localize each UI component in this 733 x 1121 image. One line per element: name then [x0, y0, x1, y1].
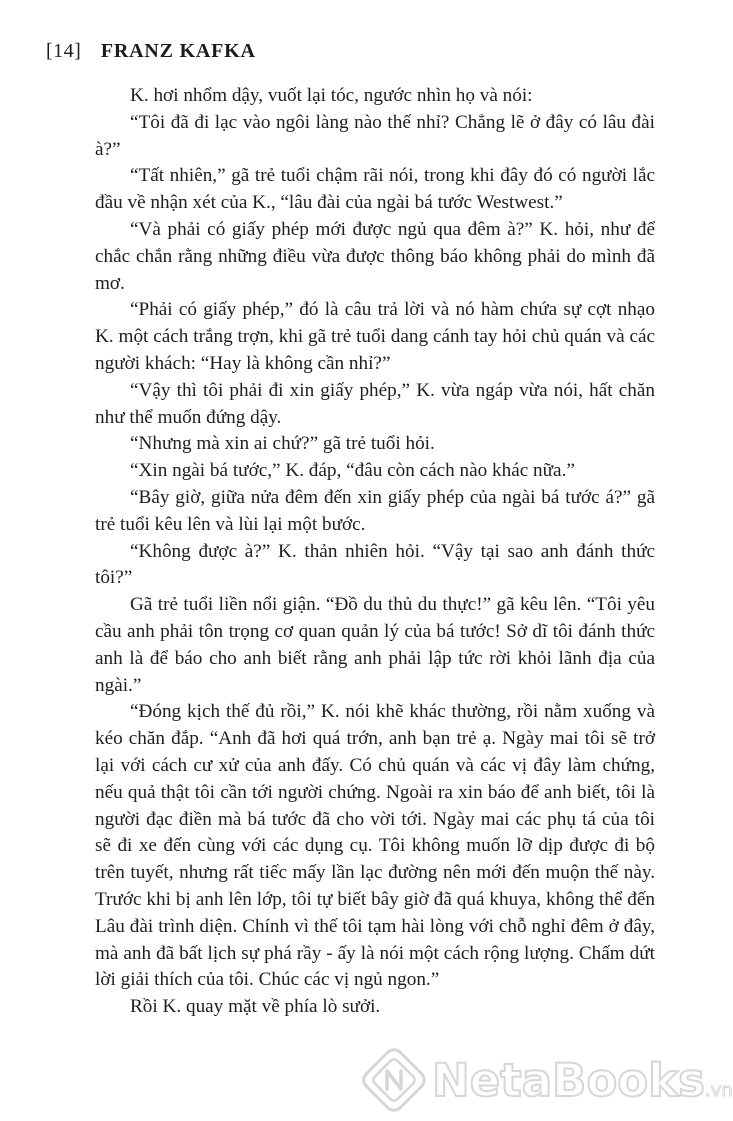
- paragraph: “Xin ngài bá tước,” K. đáp, “đâu còn cách nào khác nữa.”: [130, 460, 575, 482]
- paragraph: K. hơi nhổm dậy, vuốt lại tóc, ngước nhìn họ và nói:: [130, 85, 533, 106]
- paragraph: “Không được à?” K. thản nhiên hỏi. “Vậy tại sao anh đánh thức tôi?”: [95, 540, 655, 589]
- running-head: [46, 40, 256, 63]
- paragraph: “Nhưng mà xin ai chứ?” gã trẻ tuổi hỏi.: [130, 433, 435, 455]
- paragraph: “Phải có giấy phép,” đó là câu trả lời và nó hàm chứa sự cợt nhạo K. một cách trắng trợn, khi gã trẻ tuổi dang cánh tay hỏi chủ quán và các người khách: “Hay là không cần nhỉ?”: [95, 299, 655, 374]
- watermark-suffix: .vn: [704, 1080, 733, 1101]
- netabooks-logo-icon: [360, 1046, 428, 1114]
- paragraph: “Vậy thì tôi phải đi xin giấy phép,” K. vừa ngáp vừa nói, hất chăn như thể muốn đứng dậy.: [95, 379, 655, 428]
- paragraph: “Và phải có giấy phép mới được ngủ qua đêm à?” K. hỏi, như để chắc chắn rằng những điều vừa được thông báo không phải do mình đã mơ.: [95, 218, 655, 294]
- author-name: FRANZ KAFKA: [100, 40, 256, 62]
- paragraph: Rồi K. quay mặt về phía lò sưởi.: [130, 996, 381, 1018]
- page-number: [14]: [46, 40, 82, 62]
- netabooks-watermark: [360, 1046, 733, 1116]
- paragraph: “Đóng kịch thế đủ rồi,” K. nói khẽ khác thường, rồi nằm xuống và kéo chăn đắp. “Anh đã hơi quá trớn, anh bạn trẻ ạ. Ngày mai tôi sẽ trở lại với cách cư xử của anh đấy. Có chủ quán và các vị đây làm chứng, nếu quả thật tôi cần tới người chứng. Ngoài ra xin báo để anh biết, tôi là người đạc điền mà bá tước đã cho vời tới. Ngày mai các phụ tá của tôi sẽ đi xe đến cùng với các dụng cụ. Tôi không muốn lỡ dịp được đi bộ trên tuyết, nhưng rất tiếc mấy lần lạc đường nên mới đến muộn thế này. Trước khi bị anh lên lớp, tôi tự biết bây giờ đã quá khuya, không thể đến Lâu đài trình diện. Chính vì thế tôi tạm hài lòng với chỗ nghỉ đêm ở đây, mà anh đã bất lịch sự phá rầy - ấy là nói một cách rộng lượng. Chấm dứt lời giải thích của tôi. Chúc các vị ngủ ngon.”: [95, 701, 655, 991]
- paragraph: Gã trẻ tuổi liền nổi giận. “Đồ du thủ du thực!” gã kêu lên. “Tôi yêu cầu anh phải tôn trọng cơ quan quản lý của bá tước! Sở dĩ tôi đánh thức anh là để báo cho anh biết rằng anh phải lập tức rời khỏi lãnh địa của ngài.”: [95, 594, 655, 696]
- paragraph: “Bây giờ, giữa nửa đêm đến xin giấy phép của ngài bá tước á?” gã trẻ tuổi kêu lên và lùi lại một bước.: [95, 486, 655, 535]
- body-text: [95, 83, 655, 1021]
- watermark-brand: NetaBooks: [432, 1054, 705, 1107]
- watermark-text: [432, 1054, 733, 1118]
- paragraph: “Tôi đã đi lạc vào ngôi làng nào thế nhỉ? Chẳng lẽ ở đây có lâu đài à?”: [95, 111, 655, 160]
- paragraph: “Tất nhiên,” gã trẻ tuổi chậm rãi nói, trong khi đây đó có người lắc đầu về nhận xét của K., “lâu đài của ngài bá tước Westwest.”: [95, 165, 655, 214]
